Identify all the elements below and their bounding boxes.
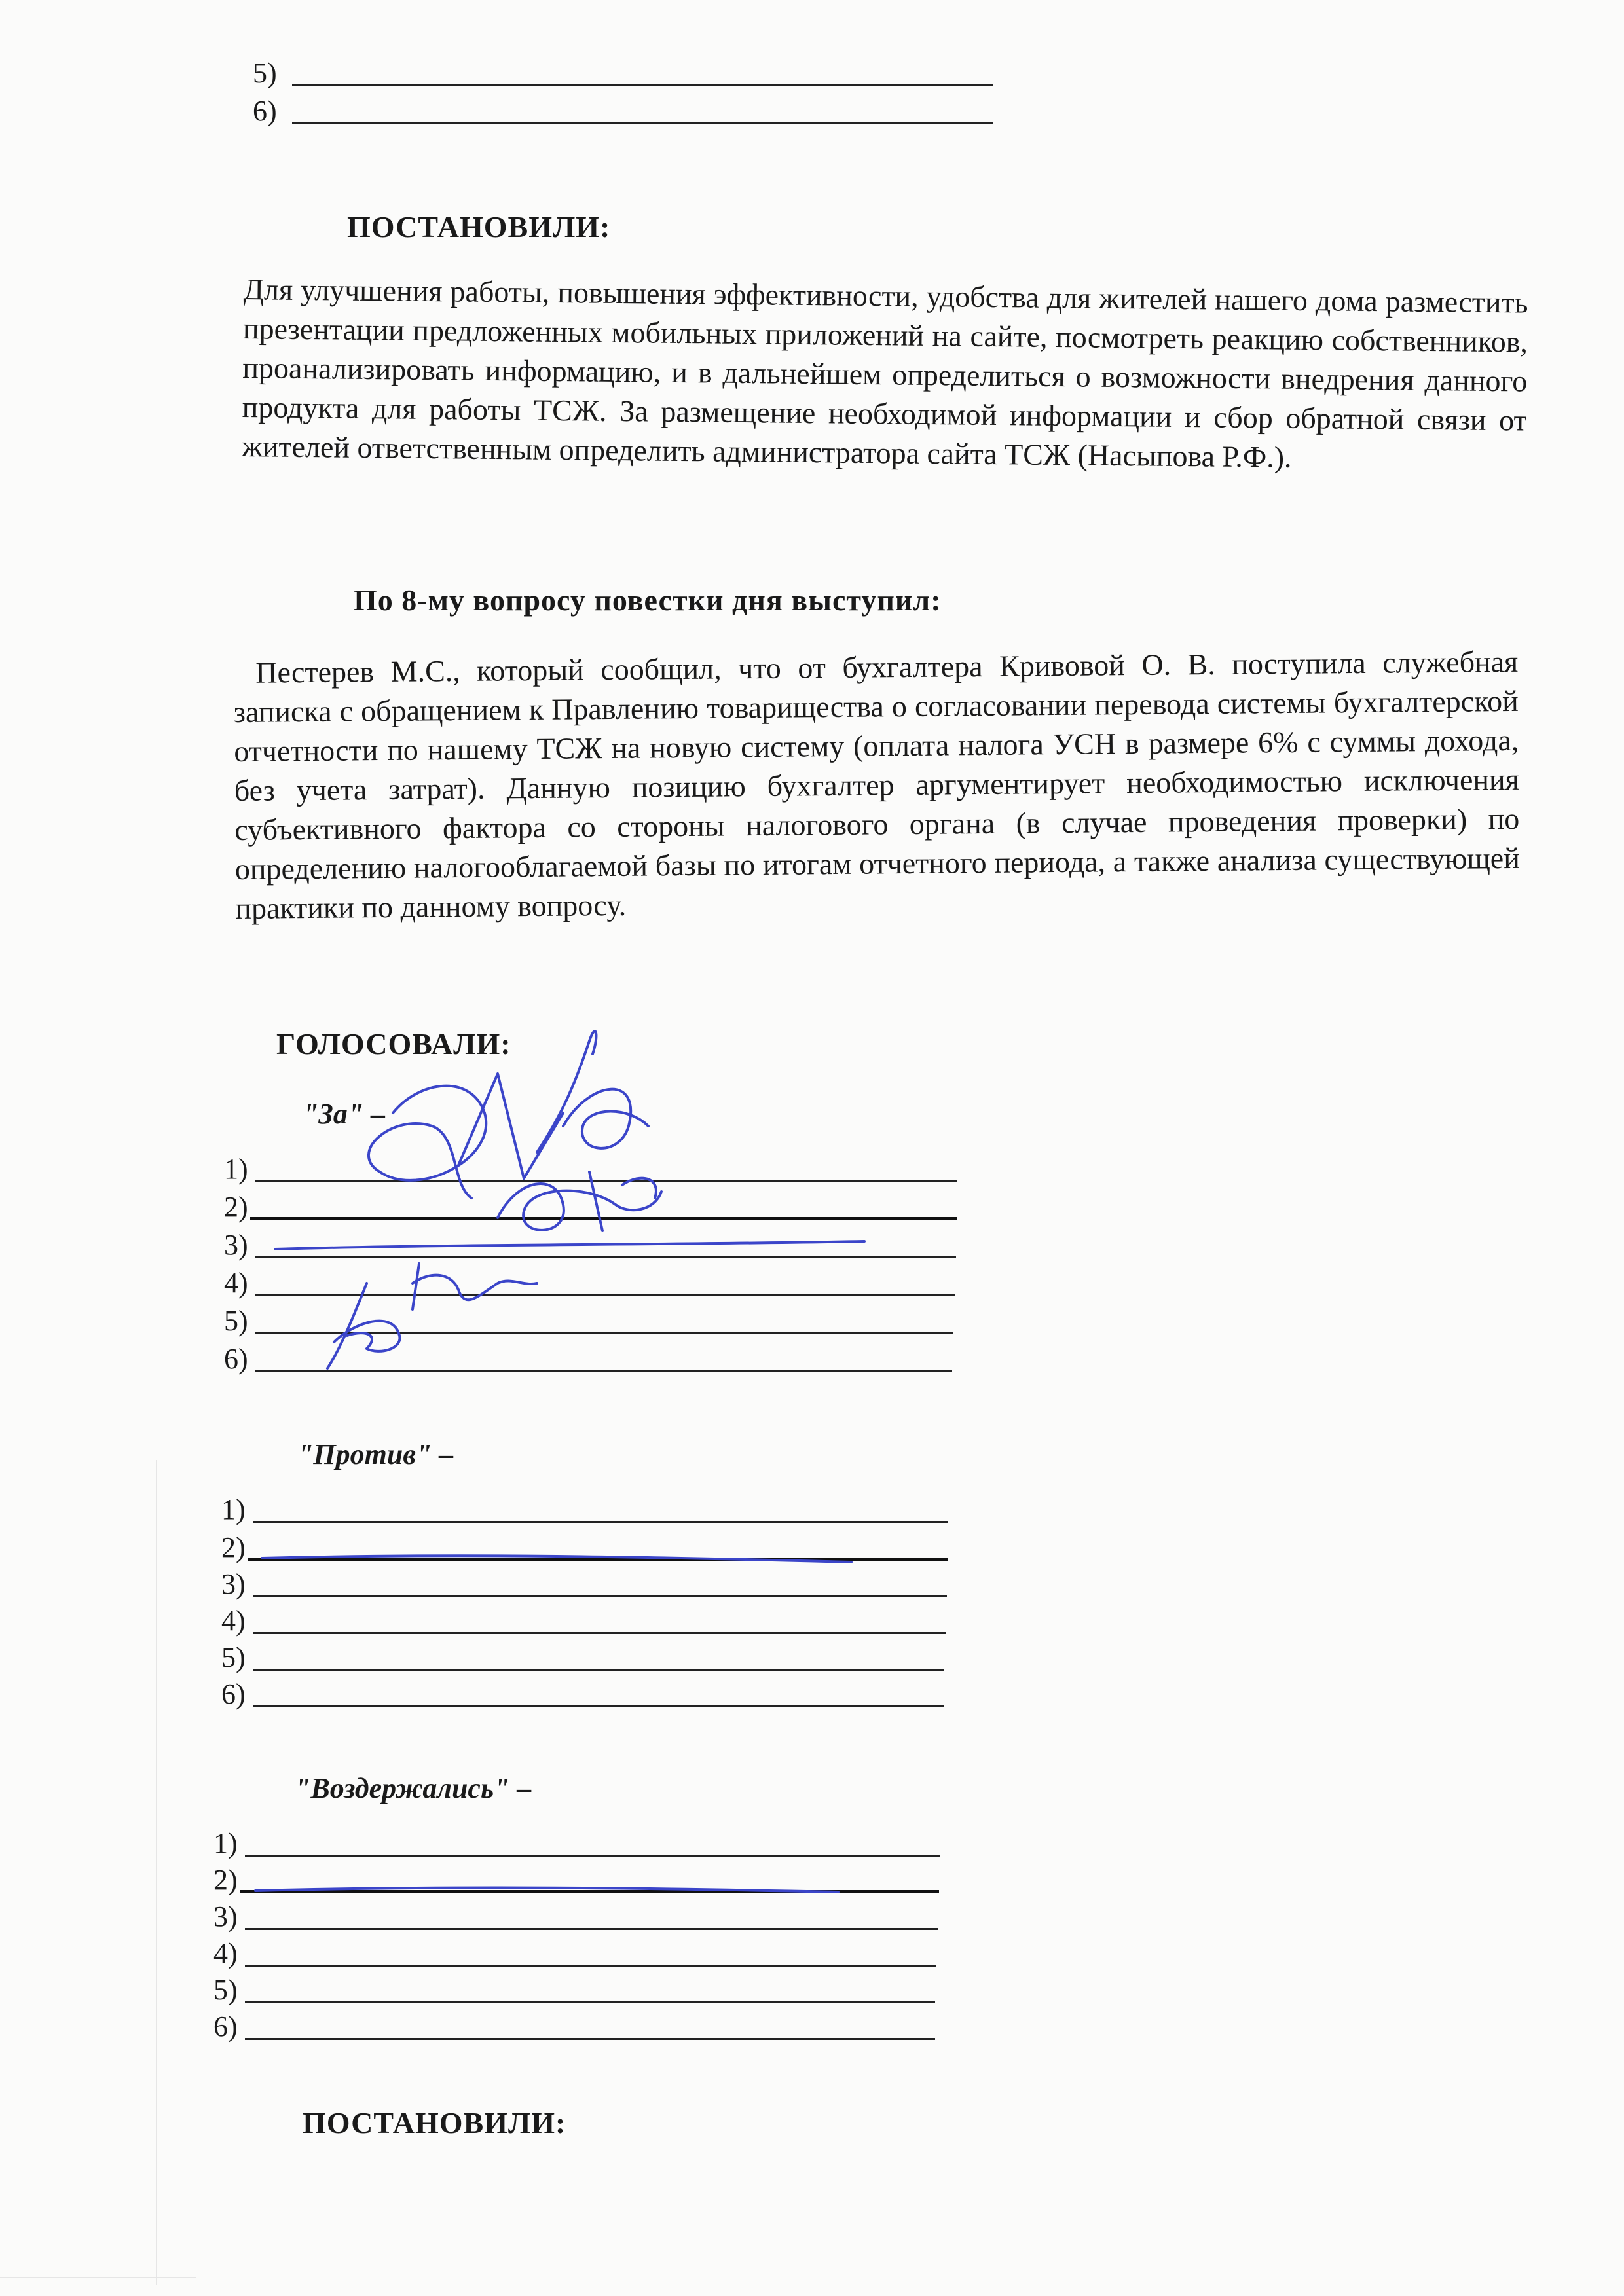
decision-text: Для улучшения работы, повышения эффективности, удобства для жителей нашего дома разместить презентации предложенных мобильных приложений на сайте, посмотреть реакцию собственников, проанализировать информацию, и в дальнейшем определиться о возможности внедрения данного продукта для работы ТСЖ. За размещение необходимой информации и сбор обратной связи от жителей ответственным определить администратора сайта ТСЖ (Насыпова Р.Ф.). [241, 272, 1528, 474]
vote-against-label: "Против" – [297, 1438, 454, 1470]
vote-line: 3) [213, 1895, 938, 1931]
voting-heading: ГОЛОСОВАЛИ: [276, 1027, 511, 1061]
vote-line: 4) [224, 1261, 955, 1298]
vote-line: 1) [213, 1821, 940, 1858]
report-text: Пестерев М.С., который сообщил, что от бухгалтера Кривовой О. В. поступила служебная записка с обращением к Правлению товарищества о согласовании перевода системы бухгалтерской отчетности по нашему ТСЖ на новую систему (оплата налога УСН в размере 6% с суммы дохода, без учета затрат). Данную позицию бухгалтер аргументирует необходимостью исключения субъективного фактора со стороны налогового органа (в случае проведения проверки) по определению налогооблагаемой базы по итогам отчетного периода, а также анализа существующей практики по данному вопросу. [233, 644, 1521, 925]
decision-heading: ПОСТАНОВИЛИ: [347, 210, 611, 244]
scan-edge-line-bottom [0, 2277, 196, 2278]
decision-heading-2: ПОСТАНОВИЛИ: [303, 2106, 566, 2140]
vote-line: 5) [221, 1635, 944, 1672]
vote-line: 2) [224, 1185, 957, 1222]
vote-line: 4) [213, 1931, 936, 1968]
vote-for-label: "За" – [303, 1098, 386, 1130]
blank-line [292, 84, 993, 86]
vote-line: 1) [221, 1487, 948, 1524]
vote-line: 3) [221, 1562, 947, 1599]
vote-line: 3) [224, 1223, 956, 1260]
agenda-question-heading: По 8-му вопросу повестки дня выступил: [354, 583, 942, 617]
vote-line: 6) [224, 1337, 952, 1374]
vote-line: 6) [213, 2005, 935, 2041]
vote-line: 5) [224, 1299, 953, 1336]
vote-line: 2) [213, 1858, 939, 1895]
vote-line: 5) [213, 1968, 935, 2005]
vote-line: 1) [224, 1147, 957, 1184]
vote-line: 2) [221, 1525, 948, 1562]
vote-abstained-label: "Воздержались" – [295, 1772, 532, 1804]
top-list-item: 5) [253, 51, 993, 88]
top-list-item: 6) [253, 89, 993, 126]
vote-line: 6) [221, 1672, 944, 1709]
scan-edge-line [156, 1460, 157, 2285]
vote-line: 4) [221, 1599, 946, 1635]
blank-line [292, 122, 993, 124]
